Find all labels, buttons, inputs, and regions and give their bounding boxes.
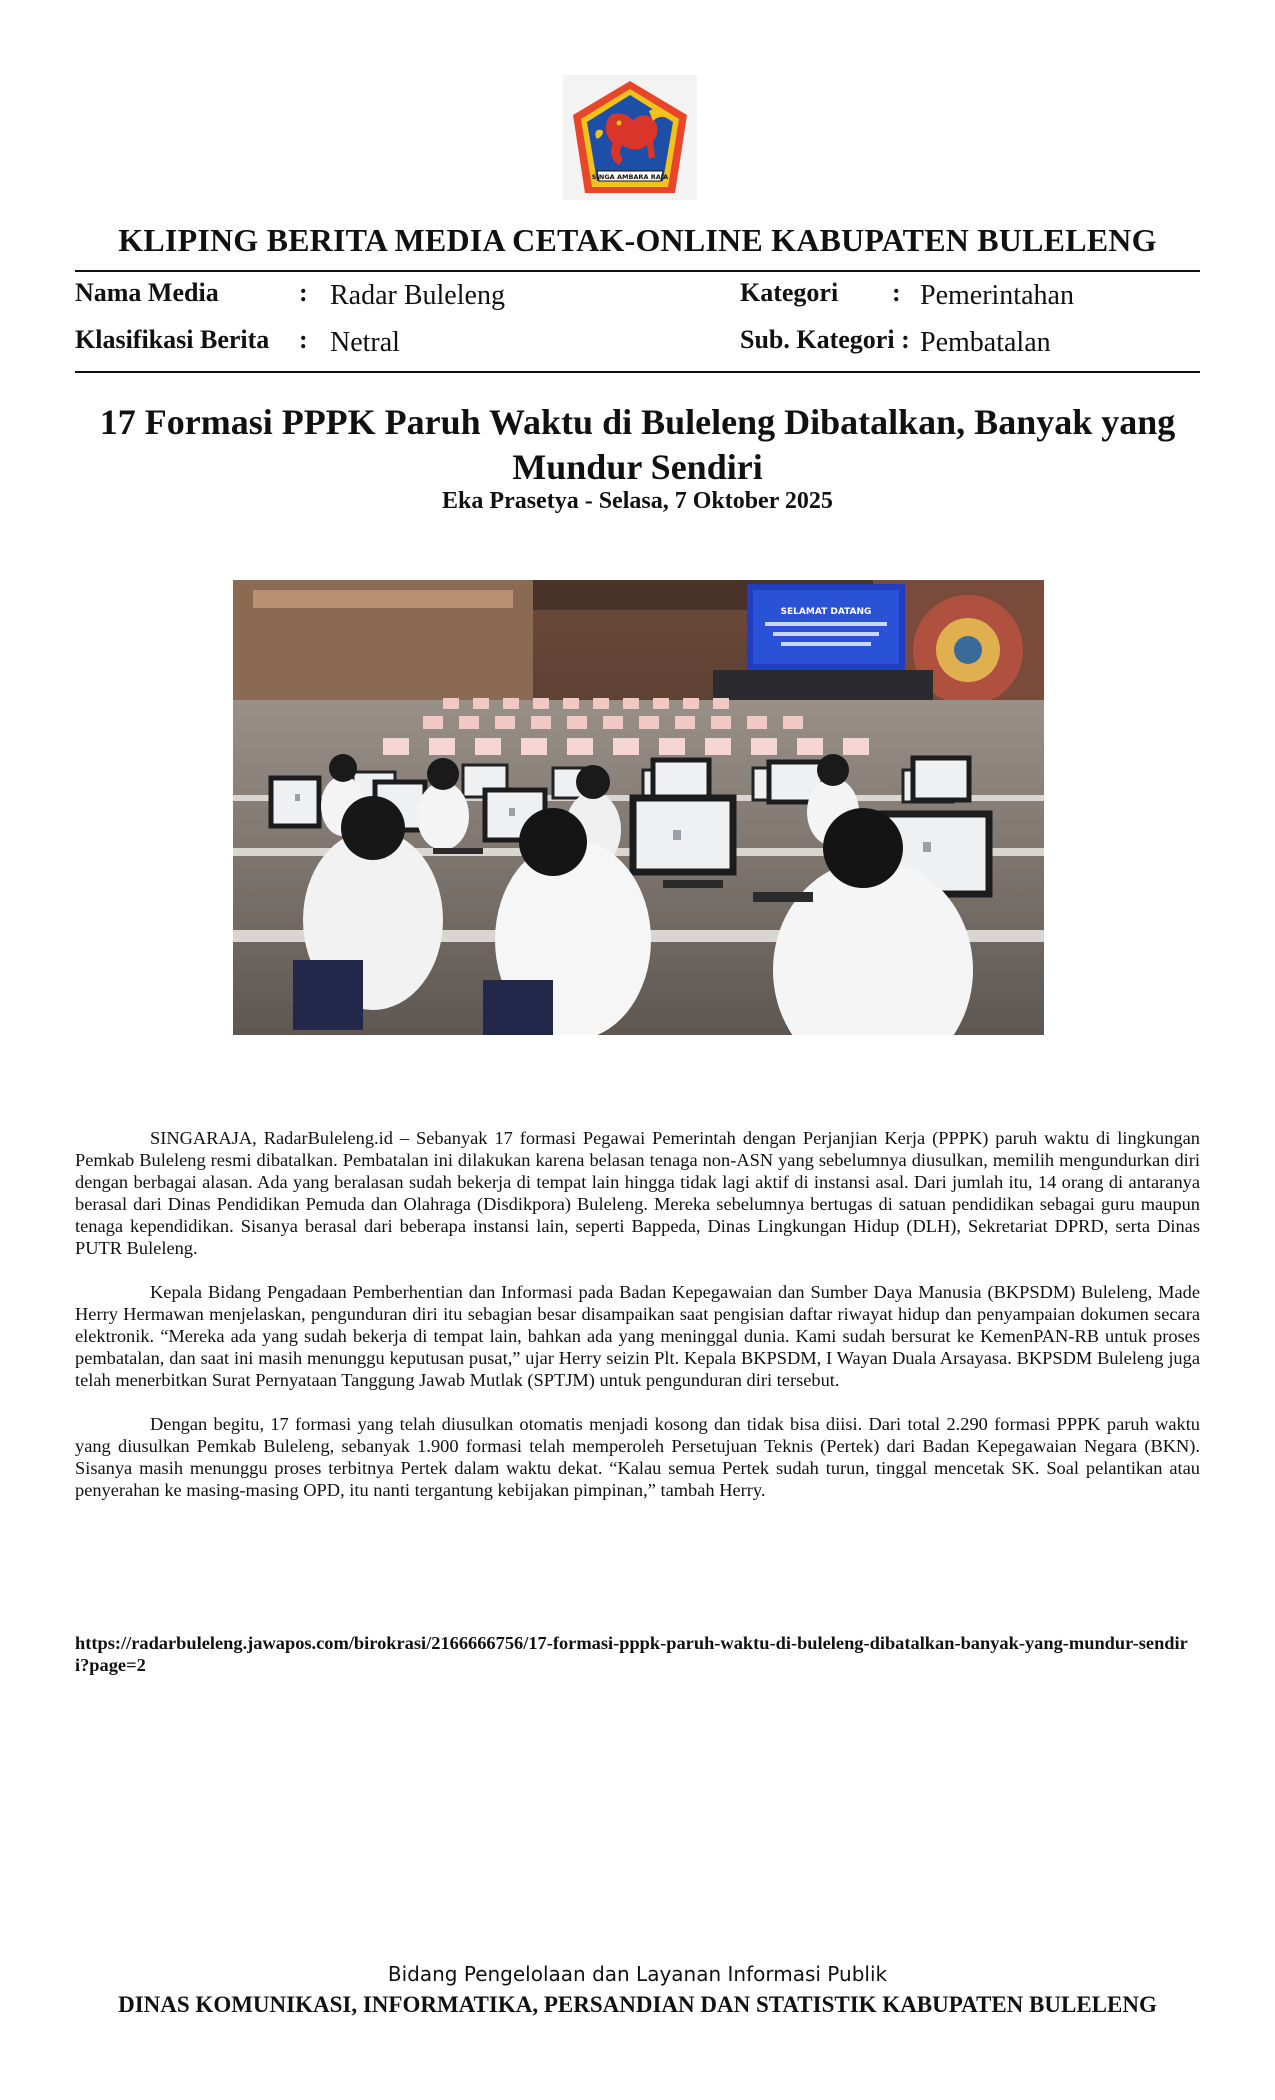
subcategory-value: Pembatalan: [920, 327, 1051, 358]
header-divider: [75, 270, 1200, 272]
article-byline: Eka Prasetya - Selasa, 7 Oktober 2025: [442, 488, 833, 514]
classification-colon: :: [299, 325, 308, 354]
media-value: Radar Buleleng: [330, 280, 505, 311]
category-label: Kategori: [740, 278, 839, 307]
classification-value: Netral: [330, 327, 400, 358]
article-headline: 17 Formasi PPPK Paruh Waktu di Buleleng Dibatalkan, Banyak yang Mundur Sendiri: [99, 402, 1176, 487]
source-link[interactable]: https://radarbuleleng.jawapos.com/birokrasi/2166666756/17-formasi-pppk-paruh-waktu-di-buleleng-dibatalkan-banyak-yang-mundur-sendiri?page=2: [75, 1633, 1188, 1675]
meta-row-1: [75, 274, 1200, 320]
category-value: Pemerintahan: [920, 280, 1074, 311]
singa-ambara-raja-emblem-icon: [563, 75, 697, 200]
emblem-motto-text: SINGA AMBARA RAJA: [591, 173, 669, 181]
article-paragraph-1: SINGARAJA, RadarBuleleng.id – Sebanyak 17 formasi Pegawai Pemerintah dengan Perjanjian Kerja (PPPK) paruh waktu di lingkungan Pemkab Buleleng resmi dibatalkan. Pembatalan ini dilakukan karena belasan tenaga non-ASN yang sebelumnya diusulkan, memilih mengundurkan diri dengan berbagai alasan. Ada yang beralasan sudah bekerja di tempat lain hingga tidak lagi aktif di instansi asal. Dari jumlah itu, 14 orang di antaranya berasal dari Dinas Pendidikan Pemuda dan Olahraga (Disdikpora) Buleleng. Mereka sebelumnya bertugas di satuan pendidikan sebagai guru maupun tenaga kependidikan. Sisanya berasal dari beberapa instansi lain, seperti Bappeda, Dinas Lingkungan Hidup (DLH), Sekretariat DPRD, serta Dinas PUTR Buleleng.: [75, 1128, 1200, 1258]
clipping-meta: [75, 274, 1200, 370]
footer-division: Bidang Pengelolaan dan Layanan Informasi Publik: [387, 1962, 888, 1986]
classification-label: Klasifikasi Berita: [75, 325, 270, 354]
article-body: [75, 1127, 1200, 1523]
footer-agency: DINAS KOMUNIKASI, INFORMATIKA, PERSANDIAN DAN STATISTIK KABUPATEN BULELENG: [118, 1992, 1157, 2017]
media-colon: :: [299, 278, 308, 307]
welcome-screen-text: SELAMAT DATANG: [780, 607, 872, 617]
meta-row-2: [75, 321, 1200, 367]
article-paragraph-3: Dengan begitu, 17 formasi yang telah diusulkan otomatis menjadi kosong dan tidak bisa diisi. Dari total 2.290 formasi PPPK paruh waktu yang diusulkan Pemkab Buleleng, sebanyak 1.900 formasi telah memperoleh Persetujuan Teknis (Pertek) dari Badan Kepegawaian Negara (BKN). Sisanya masih menunggu proses terbitnya Pertek dalam waktu dekat. “Kalau semua Pertek sudah turun, tinggal mencetak SK. Soal pelantikan atau penyerahan ke masing-masing OPD, itu nanti tergantung kebijakan pimpinan,” tambah Herry.: [75, 1414, 1200, 1500]
subcategory-label: Sub. Kategori :: [740, 325, 910, 354]
article-photo: [233, 580, 1044, 1035]
meta-divider: [75, 371, 1200, 373]
exam-hall-photo-icon: [233, 580, 1044, 1035]
category-colon: :: [892, 278, 901, 307]
media-label: Nama Media: [75, 278, 219, 307]
page-title: KLIPING BERITA MEDIA CETAK-ONLINE KABUPATEN BULELENG: [118, 222, 1157, 258]
regency-logo: [563, 75, 697, 200]
article-paragraph-2: Kepala Bidang Pengadaan Pemberhentian dan Informasi pada Badan Kepegawaian dan Sumber Daya Manusia (BKPSDM) Buleleng, Made Herry Hermawan menjelaskan, pengunduran diri itu sebagian besar disampaikan saat pengisian daftar riwayat hidup dan penyampaian dokumen secara elektronik. “Mereka ada yang sudah bekerja di tempat lain, bahkan ada yang meninggal dunia. Kami sudah bersurat ke KemenPAN-RB untuk proses pembatalan, dan saat ini masih menunggu keputusan pusat,” ujar Herry seizin Plt. Kepala BKPSDM, I Wayan Duala Arsayasa. BKPSDM Buleleng juga telah menerbitkan Surat Pernyataan Tanggung Jawab Mutlak (SPTJM) untuk pengunduran diri tersebut.: [75, 1282, 1200, 1390]
